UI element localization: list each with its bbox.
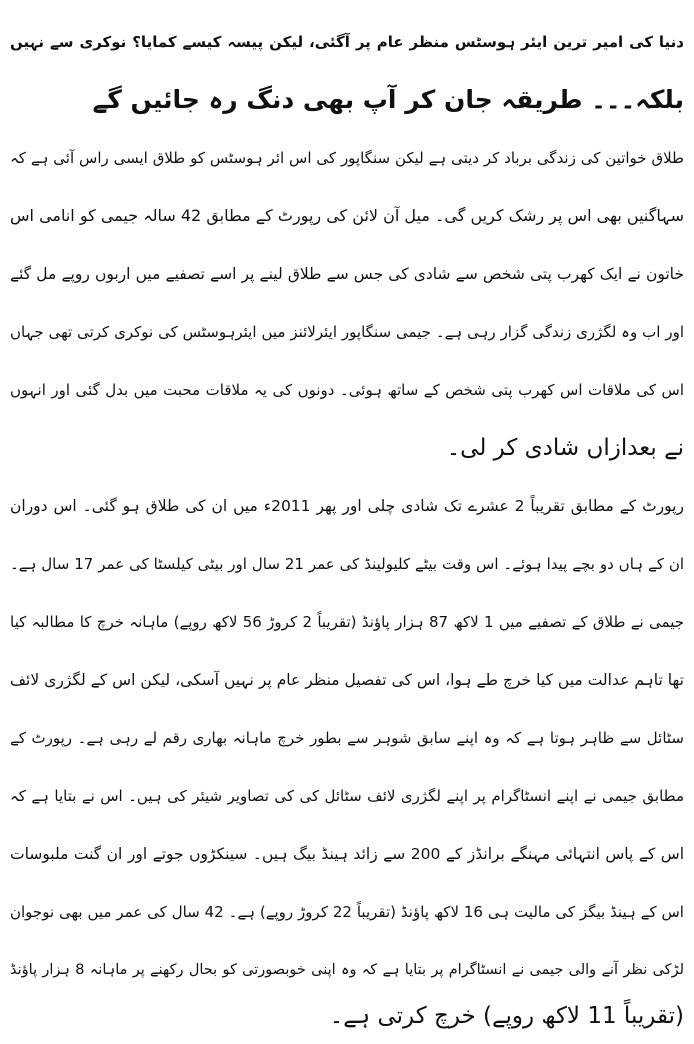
paragraph-1-line-4: اور اب وہ لگژری زندگی گزار رہی ہے۔ جیمی سنگاپور ایئرلائنز میں ایئرہوسٹس کی نوکری کرتی تھی جہاں: [10, 323, 684, 341]
paragraph-1-line-3: خاتون نے ایک کھرب پتی شخص سے شادی کی جس سے طلاق لینے پر اسے تصفیے میں اربوں روپے مل گئے: [10, 265, 684, 283]
paragraph-2-line-2: ان کے ہاں دو بچے پیدا ہوئے۔ اس وقت بیٹے کلیولینڈ کی عمر 21 سال اور بیٹی کیلسٹا کی عمر 17 سال ہے۔: [10, 555, 684, 573]
paragraph-2-line-7: اس کے پاس انتہائی مہنگے برانڈز کے 200 سے زائد ہینڈ بیگ ہیں۔ سینکڑوں جوتے اور ان گنت ملبوسات: [10, 845, 684, 863]
paragraph-2-line-9: لڑکی نظر آنے والی جیمی نے انسٹاگرام پر بتایا ہے کہ وہ اپنی خوبصورتی کو بحال رکھنے پر ماہانہ 8 ہزار پاﺅنڈ: [10, 962, 684, 978]
paragraph-1-line-5: اس کی ملاقات اس کھرب پتی شخص کے ساتھ ہوئی۔ دونوں کی یہ ملاقات محبت میں بدل گئی اور انہوں: [10, 381, 684, 399]
headline-line-2: بلکہ۔۔۔ طریقہ جان کر آپ بھی دنگ رہ جائیں گے: [92, 85, 684, 114]
paragraph-2-line-10: (تقریباً 11 لاکھ روپے) خرچ کرتی ہے۔: [329, 1003, 684, 1029]
paragraph-2-line-3: جیمی نے طلاق کے تصفیے میں 1 لاکھ 87 ہزار پاﺅنڈ (تقریباً 2 کروڑ 56 لاکھ روپے) ماہانہ خرچ کا مطالبہ کیا: [10, 613, 684, 631]
paragraph-2-line-8: اس کے ہینڈ بیگز کی مالیت ہی 16 لاکھ پاﺅنڈ (تقریباً 22 کروڑ روپے) ہے۔ 42 سال کی عمر میں بھی نوجوان: [10, 903, 684, 921]
paragraph-2-line-5: سٹائل سے ظاہر ہوتا ہے کہ وہ اپنے سابق شوہر سے بطور خرچ ماہانہ بھاری رقم لے رہی ہے۔ رپورٹ کے: [10, 729, 684, 747]
headline-line-1: دنیا کی امیر ترین ایئر ہوسٹس منظر عام پر آگئی، لیکن پیسہ کیسے کمایا؟ نوکری سے نہیں: [10, 33, 684, 51]
paragraph-1-line-1: طلاق خواتین کی زندگی برباد کر دیتی ہے لیکن سنگاپور کی اس ائر ہوسٹس کو طلاق ایسی راس آئی ہے کہ: [10, 149, 684, 167]
paragraph-2-line-6: مطابق جیمی نے اپنے انسٹاگرام پر اپنے لگژری لائف سٹائل کی کی تصاویر شیئر کی ہیں۔ اس نے بتایا ہے کہ: [10, 787, 684, 805]
paragraph-1-line-2: سہاگنیں بھی اس پر رشک کریں گی۔ میل آن لائن کی رپورٹ کے مطابق 42 سالہ جیمی کو انامی اس: [10, 206, 684, 225]
paragraph-1-line-6: نے بعدازاں شادی کر لی۔: [446, 435, 684, 461]
paragraph-2-line-1: رپورٹ کے مطابق تقریباً 2 عشرے تک شادی چلی اور پھر 2011ء میں ان کی طلاق ہو گئی۔ اس دوران: [10, 497, 684, 515]
paragraph-2-line-4: تھا تاہم عدالت میں کیا خرچ طے ہوا، اس کی تفصیل منظر عام پر نہیں آسکی، لیکن اس کے لگژری لائف: [10, 671, 684, 689]
